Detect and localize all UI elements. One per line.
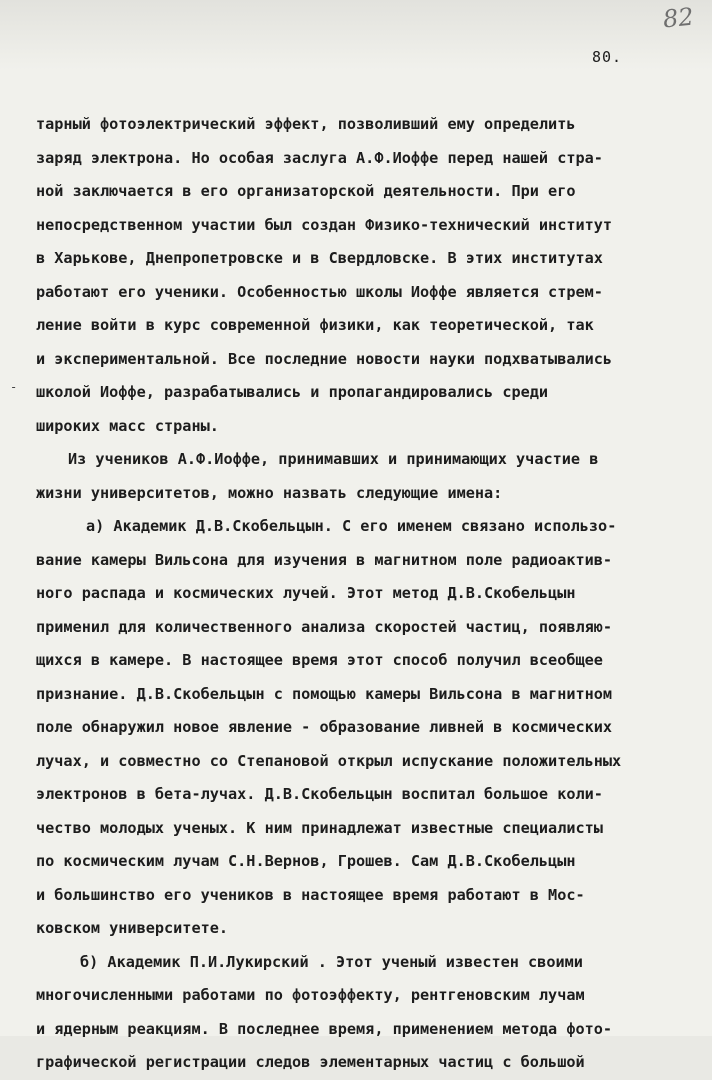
text-line: и большинство его учеников в настоящее время работают в Мос- [36,885,585,904]
page-number: 80. [592,48,623,66]
text-line: лучах, и совместно со Степановой открыл испускание положительных [36,751,622,770]
text-line: ление войти в курс современной физики, как теоретической, так [36,316,594,334]
text-line: школой Иоффе, разрабатывались и пропагандировались среди [36,383,549,401]
text-line: широких масс страны. [36,416,219,435]
text-line: жизни университетов, можно назвать следующие имена: [36,483,503,502]
text-line: применил для количественного анализа скоростей частиц, появляю- [36,617,613,636]
text-line: а) Академик Д.В.Скобельцын. С его именем связано использо- [86,517,617,535]
body-text [36,108,696,1080]
handwritten-archive-number: 82 [662,2,696,34]
text-line: чество молодых ученых. К ним принадлежат известные специалисты [36,818,603,837]
text-line: вание камеры Вильсона для изучения в магнитном поле радиоактив- [36,550,613,569]
text-line: непосредственном участии был создан Физико-технический институт [36,215,613,234]
text-line: графической регистрации следов элементарных частиц с большой [36,1053,585,1071]
text-line: ковском университете. [36,919,229,937]
text-line: электронов в бета-лучах. Д.В.Скобельцын воспитал большое коли- [36,785,603,803]
text-line: поле обнаружил новое явление - образование ливней в космических [36,718,613,736]
text-line: и ядерным реакциям. В последнее время, применением метода фото- [36,1019,613,1038]
margin-mark: - [10,380,18,394]
text-line: признание. Д.В.Скобельцын с помощью камеры Вильсона в магнитном [36,684,613,703]
text-line: по космическим лучам С.Н.Вернов, Грошев. Сам Д.В.Скобельцын [36,852,576,870]
text-line: заряд электрона. Но особая заслуга А.Ф.Иоффе перед нашей стра- [36,148,603,167]
text-line: многочисленными работами по фотоэффекту, рентгеновским лучам [36,986,585,1004]
text-line: в Харькове, Днепропетровске и в Свердловске. В этих институтах [36,249,603,267]
text-line: ного распада и космических лучей. Этот метод Д.В.Скобельцын [36,584,576,602]
text-line: и экспериментальной. Все последние новости науки подхватывались [36,349,613,368]
text-line: тарный фотоэлектрический эффект, позволивший ему определить [36,115,576,133]
text-line: щихся в камере. В настоящее время этот способ получил всеобщее [36,651,603,669]
text-line: б) Академик П.И.Лукирский . Этот ученый известен своими [80,952,583,971]
text-line: работают его ученики. Особенностью школы Иоффе является стрем- [36,282,603,301]
text-line: ной заключается в его организаторской деятельности. При его [36,182,576,200]
text-line: Из учеников А.Ф.Иоффе, принимавших и принимающих участие в [68,450,599,468]
